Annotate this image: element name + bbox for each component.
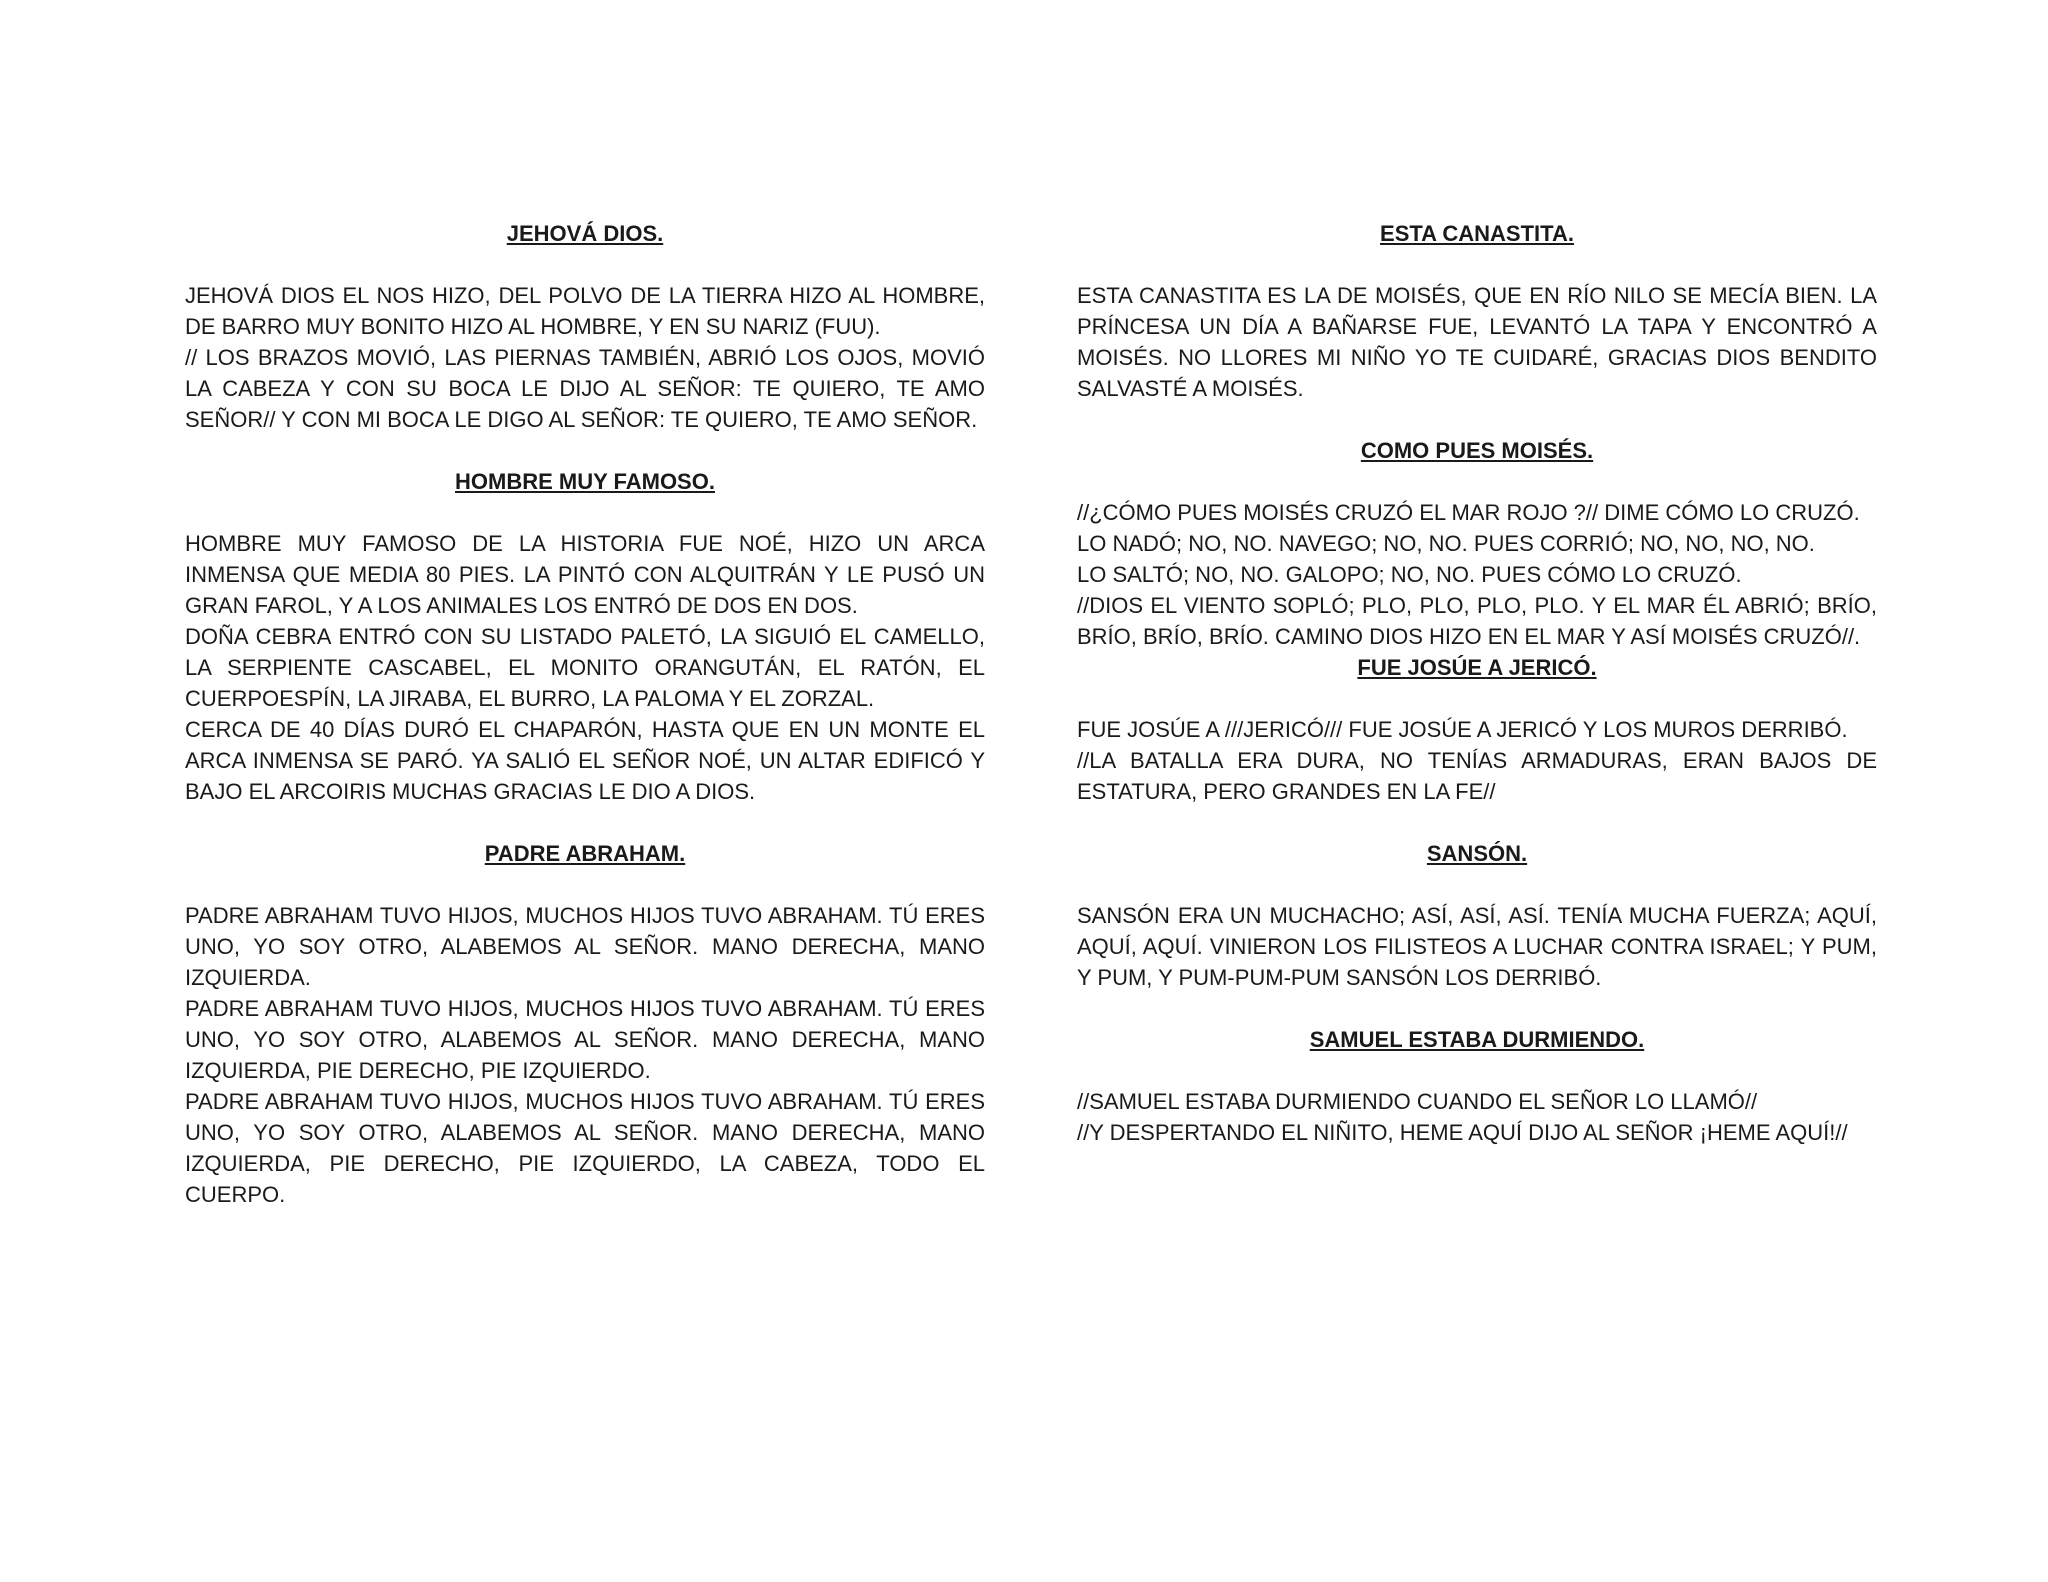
- song-paragraph: SANSÓN ERA UN MUCHACHO; ASÍ, ASÍ, ASÍ. TENÍA MUCHA FUERZA; AQUÍ, AQUÍ, AQUÍ. VINIERON LOS FILISTEOS A LUCHAR CONTRA ISRAEL; Y PUM, Y PUM, Y PUM-PUM-PUM SANSÓN LOS DERRIBÓ.: [1077, 903, 1877, 990]
- song-hombre-muy-famoso: [185, 466, 985, 807]
- song-paragraph: LO NADÓ; NO, NO. NAVEGO; NO, NO. PUES CORRIÓ; NO, NO, NO, NO.: [1077, 531, 1815, 556]
- song-title: COMO PUES MOISÉS.: [1360, 438, 1594, 463]
- song-paragraph: PADRE ABRAHAM TUVO HIJOS, MUCHOS HIJOS TUVO ABRAHAM. TÚ ERES UNO, YO SOY OTRO, ALABEMOS AL SEÑOR. MANO DERECHA, MANO IZQUIERDA, PIE DERECHO, PIE IZQUIERDO.: [185, 996, 985, 1083]
- song-fue-josue-a-jerico: [1077, 652, 1877, 807]
- song-title: SAMUEL ESTABA DURMIENDO.: [1309, 1027, 1645, 1052]
- song-paragraph: PADRE ABRAHAM TUVO HIJOS, MUCHOS HIJOS TUVO ABRAHAM. TÚ ERES UNO, YO SOY OTRO, ALABEMOS AL SEÑOR. MANO DERECHA, MANO IZQUIERDA, PIE DERECHO, PIE IZQUIERDO, LA CABEZA, TODO EL CUERPO.: [185, 1089, 985, 1207]
- song-samuel-estaba-durmiendo: [1077, 1024, 1877, 1148]
- right-column: [1077, 218, 1877, 1148]
- left-column: [185, 218, 985, 1210]
- song-paragraph: //Y DESPERTANDO EL NIÑITO, HEME AQUÍ DIJO AL SEÑOR ¡HEME AQUÍ!//: [1077, 1120, 1848, 1145]
- song-paragraph: JEHOVÁ DIOS EL NOS HIZO, DEL POLVO DE LA TIERRA HIZO AL HOMBRE, DE BARRO MUY BONITO HIZO AL HOMBRE, Y EN SU NARIZ (FUU).: [185, 283, 985, 339]
- song-title: ESTA CANASTITA.: [1380, 221, 1574, 246]
- song-paragraph: //SAMUEL ESTABA DURMIENDO CUANDO EL SEÑOR LO LLAMÓ//: [1077, 1089, 1758, 1114]
- song-title: SANSÓN.: [1426, 841, 1528, 866]
- song-title: JEHOVÁ DIOS.: [506, 221, 664, 246]
- song-paragraph: LO SALTÓ; NO, NO. GALOPO; NO, NO. PUES CÓMO LO CRUZÓ.: [1077, 562, 1742, 587]
- song-jehova-dios: [185, 218, 985, 435]
- song-paragraph: PADRE ABRAHAM TUVO HIJOS, MUCHOS HIJOS TUVO ABRAHAM. TÚ ERES UNO, YO SOY OTRO, ALABEMOS AL SEÑOR. MANO DERECHA, MANO IZQUIERDA.: [185, 903, 985, 990]
- song-esta-canastita: [1077, 218, 1877, 404]
- song-paragraph: HOMBRE MUY FAMOSO DE LA HISTORIA FUE NOÉ, HIZO UN ARCA INMENSA QUE MEDIA 80 PIES. LA PINTÓ CON ALQUITRÁN Y LE PUSÓ UN GRAN FAROL, Y A LOS ANIMALES LOS ENTRÓ DE DOS EN DOS.: [185, 531, 985, 618]
- song-paragraph: CERCA DE 40 DÍAS DURÓ EL CHAPARÓN, HASTA QUE EN UN MONTE EL ARCA INMENSA SE PARÓ. YA SALIÓ EL SEÑOR NOÉ, UN ALTAR EDIFICÓ Y BAJO EL ARCOIRIS MUCHAS GRACIAS LE DIO A DIOS.: [185, 717, 985, 804]
- song-paragraph: //DIOS EL VIENTO SOPLÓ; PLO, PLO, PLO, PLO. Y EL MAR ÉL ABRIÓ; BRÍO, BRÍO, BRÍO, BRÍO. CAMINO DIOS HIZO EN EL MAR Y ASÍ MOISÉS CRUZÓ//.: [1077, 593, 1877, 649]
- song-paragraph: DOÑA CEBRA ENTRÓ CON SU LISTADO PALETÓ, LA SIGUIÓ EL CAMELLO, LA SERPIENTE CASCABEL, EL MONITO ORANGUTÁN, EL RATÓN, EL CUERPOESPÍN, LA JIRABA, EL BURRO, LA PALOMA Y EL ZORZAL.: [185, 624, 985, 711]
- song-padre-abraham: [185, 838, 985, 1210]
- song-paragraph: FUE JOSÚE A ///JERICÓ/// FUE JOSÚE A JERICÓ Y LOS MUROS DERRIBÓ.: [1077, 717, 1848, 742]
- song-paragraph: //LA BATALLA ERA DURA, NO TENÍAS ARMADURAS, ERAN BAJOS DE ESTATURA, PERO GRANDES EN LA FE//: [1077, 748, 1877, 804]
- song-title: PADRE ABRAHAM.: [484, 841, 686, 866]
- song-title: HOMBRE MUY FAMOSO.: [455, 469, 715, 494]
- song-title: FUE JOSÚE A JERICÓ.: [1357, 655, 1597, 680]
- song-como-pues-moises: [1077, 435, 1877, 652]
- song-paragraph: //¿CÓMO PUES MOISÉS CRUZÓ EL MAR ROJO ?// DIME CÓMO LO CRUZÓ.: [1077, 500, 1860, 525]
- song-paragraph: ESTA CANASTITA ES LA DE MOISÉS, QUE EN RÍO NILO SE MECÍA BIEN. LA PRÍNCESA UN DÍA A BAÑARSE FUE, LEVANTÓ LA TAPA Y ENCONTRÓ A MOISÉS. NO LLORES MI NIÑO YO TE CUIDARÉ, GRACIAS DIOS BENDITO SALVASTÉ A MOISÉS.: [1077, 283, 1877, 401]
- song-paragraph: // LOS BRAZOS MOVIÓ, LAS PIERNAS TAMBIÉN, ABRIÓ LOS OJOS, MOVIÓ LA CABEZA Y CON SU BOCA LE DIJO AL SEÑOR: TE QUIERO, TE AMO SEÑOR// Y CON MI BOCA LE DIGO AL SEÑOR: TE QUIERO, TE AMO SEÑOR.: [185, 345, 985, 432]
- song-sanson: [1077, 838, 1877, 993]
